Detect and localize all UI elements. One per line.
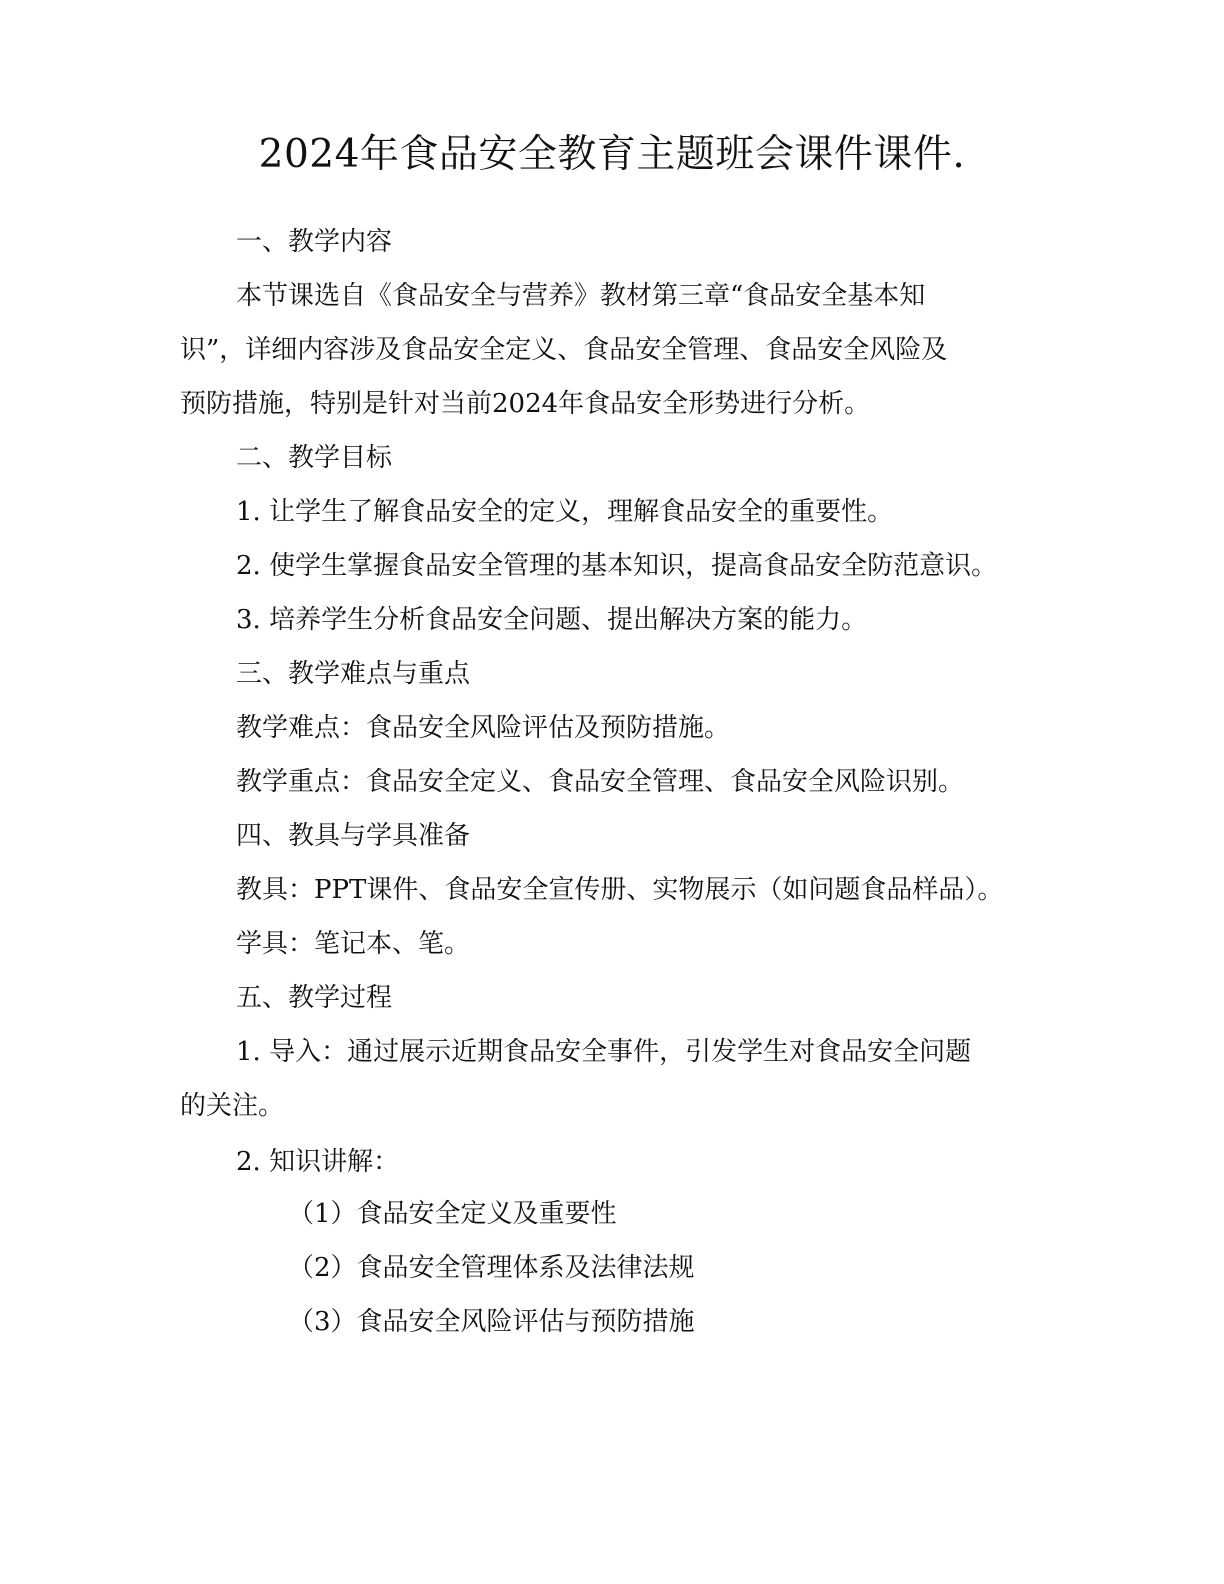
difficulty-text: 教学难点：食品安全风险评估及预防措施。 (236, 713, 731, 743)
sub-item: （3）食品安全风险评估与预防措施 (288, 1307, 695, 1337)
sub-item: （1）食品安全定义及重要性 (288, 1199, 617, 1229)
list-item: 2. 使学生掌握食品安全管理的基本知识，提高食品安全防范意识。 (236, 551, 998, 581)
sub-item: （2）食品安全管理体系及法律法规 (288, 1253, 695, 1283)
process-step: 2. 知识讲解： (236, 1147, 400, 1177)
paragraph-line: 预防措施，特别是针对当前2024年食品安全形势进行分析。 (180, 389, 871, 419)
section-heading-objectives: 二、教学目标 (236, 443, 393, 473)
process-step: 1. 导入：通过展示近期食品安全事件，引发学生对食品安全问题 (236, 1037, 972, 1067)
process-step-continued: 的关注。 (180, 1091, 285, 1121)
teaching-aids-text: 教具：PPT课件、食品安全宣传册、实物展示（如问题食品样品）。 (236, 875, 1004, 905)
section-heading-process: 五、教学过程 (236, 983, 393, 1013)
list-item: 3. 培养学生分析食品安全问题、提出解决方案的能力。 (236, 605, 868, 635)
section-heading-materials: 四、教具与学具准备 (236, 821, 471, 851)
section-heading-content: 一、教学内容 (236, 227, 393, 257)
paragraph-line: 识”，详细内容涉及食品安全定义、食品安全管理、食品安全风险及 (180, 335, 948, 365)
list-item: 1. 让学生了解食品安全的定义，理解食品安全的重要性。 (236, 497, 894, 527)
section-heading-difficulty: 三、教学难点与重点 (236, 659, 471, 689)
learning-aids-text: 学具：笔记本、笔。 (236, 929, 471, 959)
key-points-text: 教学重点：食品安全定义、食品安全管理、食品安全风险识别。 (236, 767, 965, 797)
page-title: 2024年食品安全教育主题班会课件课件. (258, 132, 966, 177)
paragraph-line: 本节课选自《食品安全与营养》教材第三章“食品安全基本知 (236, 281, 926, 311)
